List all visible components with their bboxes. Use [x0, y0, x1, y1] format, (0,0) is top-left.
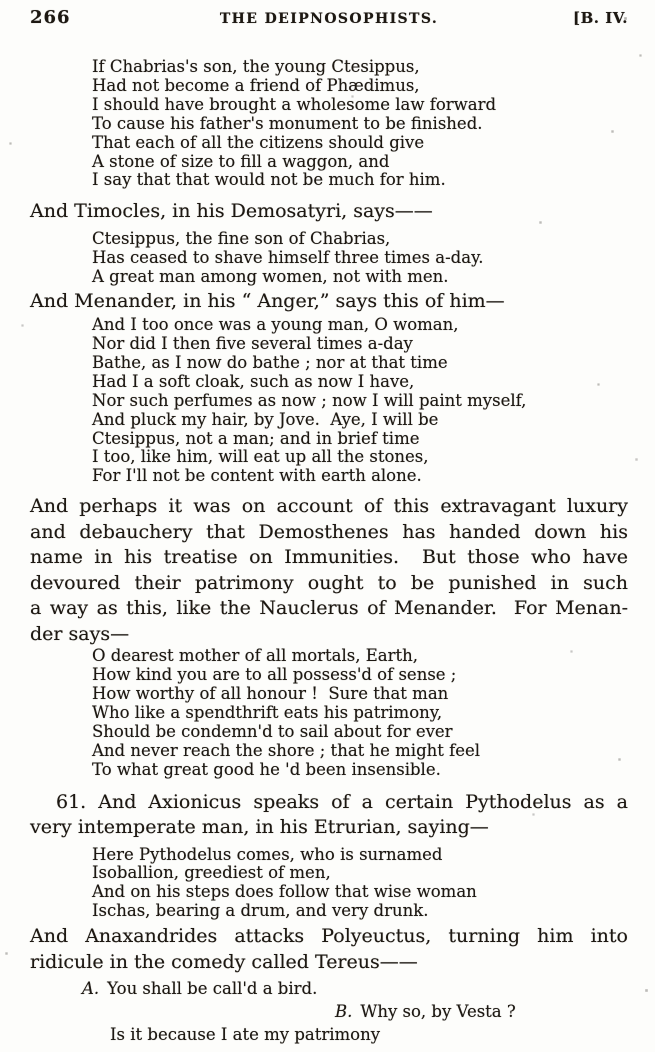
text-line: Has ceased to shave himself three times a-day.	[92, 248, 484, 268]
text-line: I say that that would not be much for him.	[92, 170, 446, 190]
dialogue-line-speaker-a	[82, 977, 628, 1000]
text-line: And perhaps it was on account of this extravagant luxury	[30, 495, 628, 518]
text-line: I should have brought a wholesome law forward	[92, 94, 497, 114]
text-line: ridicule in the comedy called Tereus——	[30, 950, 418, 973]
text-line: 61. And Axionicus speaks of a certain Pythodelus as a	[56, 790, 628, 813]
text-line: A stone of size to fill a waggon, and	[92, 151, 390, 171]
verse-pythodelus-quote	[92, 846, 628, 922]
text-line: Ctesippus, not a man; and in brief time	[92, 428, 420, 448]
text-line: And never reach the shore ; that he might feel	[92, 740, 481, 760]
dialogue-line-speaker-b	[335, 1000, 628, 1023]
verse-menander-anger-quote	[92, 316, 628, 486]
text-line: I too, like him, will eat up all the stones,	[92, 447, 429, 467]
text-line: very intemperate man, in his Etrurian, saying—	[30, 816, 489, 839]
text-line: Nor did I then five several times a-day	[92, 333, 413, 353]
text-line: a way as this, like the Nauclerus of Menander. For Menan-	[30, 597, 628, 620]
text-line: Who like a spendthrift eats his patrimony,	[92, 702, 443, 722]
text-line: O dearest mother of all mortals, Earth,	[92, 646, 419, 666]
speaker-a-text: You shall be call'd a bird.	[107, 979, 318, 999]
timocles-intro: And Timocles, in his Demosatyri, says——	[30, 200, 433, 223]
text-line: Ctesippus, the fine son of Chabrias,	[92, 229, 391, 249]
paragraph-axionicus	[30, 790, 628, 841]
running-title: THE DEIPNOSOPHISTS.	[219, 11, 439, 27]
text-line: Ischas, bearing a drum, and very drunk.	[92, 901, 429, 921]
menander-intro: And Menander, in his “ Anger,” says this of him—	[30, 290, 505, 313]
text-line: And I too once was a young man, O woman,	[92, 315, 459, 335]
text-line: Had I a soft cloak, such as now I have,	[92, 371, 415, 391]
text-line: devoured their patrimony ought to be punished in such	[30, 571, 628, 594]
text-line: A great man among women, not with men.	[92, 267, 449, 287]
text-line: How worthy of all honour ! Sure that man	[92, 684, 449, 704]
scan-speckles	[0, 0, 1, 1]
text-line: Here Pythodelus comes, who is surnamed	[92, 844, 443, 864]
text-line: To what great good he 'd been insensible.	[92, 759, 441, 779]
text-line: And Anaxandrides attacks Polyeuctus, turning him into	[30, 925, 628, 948]
verse-timocles-quote	[92, 230, 628, 287]
text-line: That each of all the citizens should give	[92, 132, 425, 152]
text-line: Bathe, as I now do bathe ; nor at that time	[92, 352, 448, 372]
book-reference: [B. IV.	[573, 9, 628, 27]
text-line: der says—	[30, 622, 130, 645]
verse-nauclerus-quote	[92, 647, 628, 779]
text-line: How kind you are to all possess'd of sense ;	[92, 665, 457, 685]
speaker-b-label: B.	[335, 1002, 353, 1022]
text-line: For I'll not be content with earth alone.	[92, 466, 422, 486]
text-line: and debauchery that Demosthenes has handed down his	[30, 520, 628, 543]
verse-ctesippus-quote	[92, 58, 628, 190]
paragraph-anaxandrides	[30, 924, 628, 975]
text-line: Isoballion, greediest of men,	[92, 863, 331, 883]
text-line: Had not become a friend of Phædimus,	[92, 75, 420, 95]
text-line: And on his steps does follow that wise woman	[92, 882, 477, 902]
speaker-a-label: A.	[82, 979, 100, 999]
text-line: If Chabrias's son, the young Ctesippus,	[92, 57, 420, 76]
page-number: 266	[30, 7, 71, 28]
dialogue-closing-line: Is it because I ate my patrimony	[110, 1025, 381, 1045]
paragraph-demosthenes	[30, 494, 628, 647]
text-line: Should be condemn'd to sail about for ever	[92, 721, 453, 741]
running-header	[30, 7, 628, 33]
text-line: To cause his father's monument to be finished.	[92, 113, 483, 133]
text-line: And pluck my hair, by Jove. Aye, I will be	[92, 409, 439, 429]
speaker-b-text: Why so, by Vesta ?	[360, 1002, 516, 1022]
text-line: Nor such perfumes as now ; now I will paint myself,	[92, 390, 527, 410]
text-line: name in his treatise on Immunities. But those who have	[30, 546, 628, 569]
